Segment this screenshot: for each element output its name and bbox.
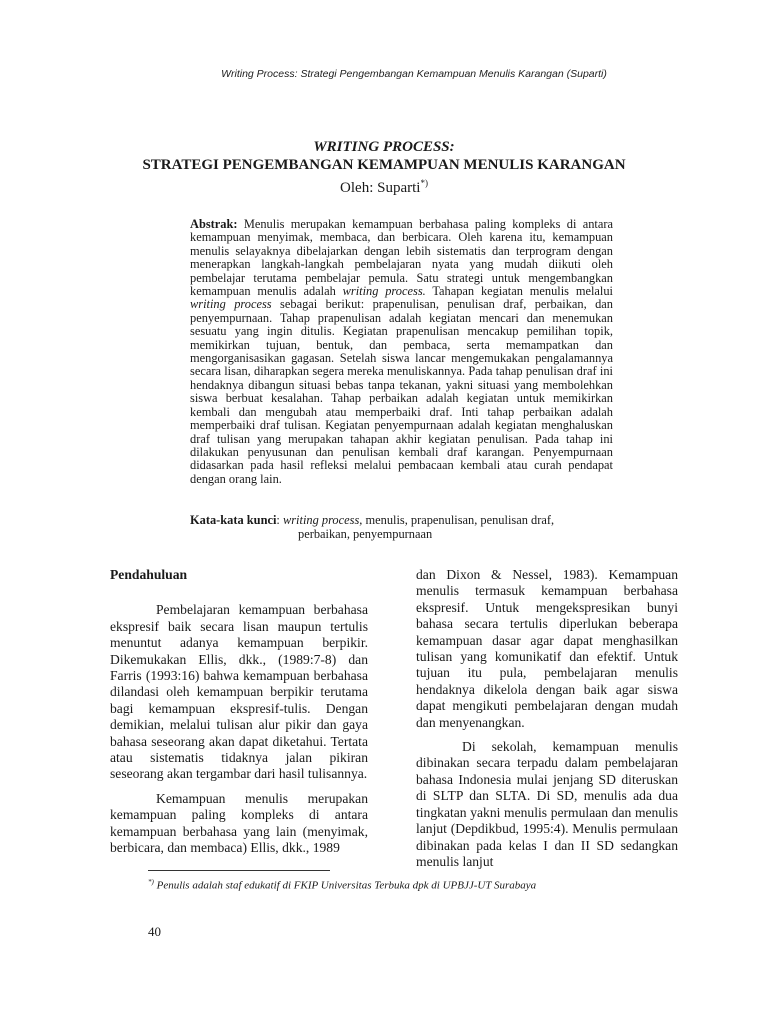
keywords-colon: : <box>276 513 280 527</box>
abstract-text-1: Menulis merupakan kemampuan berbahasa paling kompleks di antara kemampuan menyimak, membaca, dan berbicara. Oleh karena itu, kemampuan menulis selayaknya dibelajarkan dengan lebih sistematis dan terprogram dengan menerapkan langkah-langkah pembelajaran nyata yang mudah diikuti oleh pembelajar terutama pembelajar pemula. Satu strategi untuk mengembangkan kemampuan menulis adalah <box>190 217 613 299</box>
abstract <box>190 218 613 486</box>
title-block <box>0 138 768 198</box>
keywords <box>190 514 613 541</box>
footnote <box>148 878 536 892</box>
abstract-text-2: Tahapan kegiatan menulis melalui <box>432 284 613 299</box>
author-footnote-mark: *) <box>420 178 428 188</box>
author-name: Oleh: Suparti <box>340 180 421 196</box>
running-head: Writing Process: Strategi Pengembangan Kemampuan Menulis Karangan (Suparti) <box>221 68 607 80</box>
right-column <box>416 567 678 878</box>
keywords-text-1: menulis, prapenulisan, penulisan draf, <box>365 513 555 527</box>
keywords-line-1 <box>190 514 613 528</box>
right-paragraph-1: dan Dixon & Nessel, 1983). Kemampuan menulis termasuk kemampuan berbahasa ekspresif. Untuk mengekspresikan bunyi bahasa secara tertulis diperlukan beberapa kemampuan dasar agar dapat menghasilkan tulisan yang komunikatif dan efektif. Untuk tujuan itu pula, pembelajaran menulis hendaknya dikelola dengan baik agar siswa dapat mengikuti pembelajaran dengan mudah dan menyenangkan. <box>416 567 678 730</box>
left-column <box>110 567 368 865</box>
section-heading: Pendahuluan <box>110 567 188 582</box>
keywords-line-2: perbaikan, penyempurnaan <box>298 526 433 541</box>
right-paragraph-2: Di sekolah, kemampuan menulis dibinakan secara terpadu dalam pembelajaran bahasa Indonesia mulai jenjang SD diteruskan di SLTP dan SLTA. Di SD, menulis ada dua tingkatan yakni menulis permulaan dan menulis lanjut (Depdikbud, 1995:4). Menulis permulaan dibinakan pada kelas I dan II SD sedangkan menulis lanjut <box>416 739 678 869</box>
abstract-italic-1: writing process. <box>342 284 426 299</box>
abstract-italic-2: writing process <box>190 297 272 312</box>
page-number: 40 <box>148 924 161 939</box>
footnote-mark: *) <box>148 878 154 886</box>
title-line-2: STRATEGI PENGEMBANGAN KEMAMPUAN MENULIS KARANGAN <box>142 157 626 173</box>
left-paragraph-1: Pembelajaran kemampuan berbahasa ekspresif baik secara lisan maupun tertulis menuntut adanya kemampuan berpikir. Dikemukakan Ellis, dkk., (1989:7-8) dan Farris (1993:16) bahwa kemampuan berbahasa dilandasi oleh kemampuan berpikir terutama bagi kemampuan ekspresif-tulis. Dengan demikian, melalui tulisan alur pikir dan gaya bahasa seseorang akan dapat diketahui. Tertata atau sistematis tidaknya jalan pikiran seseorang akan tergambar dari hasil tulisannya. <box>110 602 368 782</box>
abstract-label: Abstrak: <box>190 217 238 231</box>
abstract-text-3: sebagai berikut: prapenulisan, penulisan draf, perbaikan, dan penyempurnaan. Tahap prapenulisan adalah kegiatan mencari dan menemukan sesuatu yang ingin ditulis. Kegiatan prapenulisan mencakup pemilihan topik, memikirkan tujuan, bentuk, dan pembaca, serta memampatkan dan mengorganisasikan gagasan. Setelah siswa lancar mengemukakan pengalamannya secara lisan, diharapkan segera mereka menuliskannya. Pada tahap penulisan draf ini hendaknya dibangun situasi bebas tanpa tekanan, yakni situasi yang membolehkan siswa berbuat kesalahan. Tahap perbaikan adalah kegiatan untuk memikirkan kembali dan mengubah atau memperbaiki draf. Inti tahap perbaikan adalah memperbaiki draf tulisan. Kegiatan penyempurnaan adalah kegiatan menghaluskan draf tulisan yang merupakan tahapan akhir kegiatan penulisan. Pada tahap ini dilakukan penyusunan dan penulisan kembali draf karangan. Penyempurnaan didasarkan pada hasil refleksi melalui pembacaan kembali atau curah pendapat dengan orang lain. <box>190 297 613 486</box>
title-line-1: WRITING PROCESS: <box>313 139 455 155</box>
keywords-italic: writing process, <box>282 513 363 527</box>
footnote-text: Penulis adalah staf edukatif di FKIP Universitas Terbuka dpk di UPBJJ-UT Surabaya <box>156 879 537 892</box>
author-line <box>0 174 768 198</box>
keywords-label: Kata-kata kunci <box>190 513 277 527</box>
footnote-divider <box>148 870 330 871</box>
abstract-paragraph <box>190 218 613 486</box>
left-paragraph-2: Kemampuan menulis merupakan kemampuan paling kompleks di antara kemampuan berbahasa yang lain (menyimak, berbicara, dan membaca) Ellis, dkk., 1989 <box>110 790 368 856</box>
